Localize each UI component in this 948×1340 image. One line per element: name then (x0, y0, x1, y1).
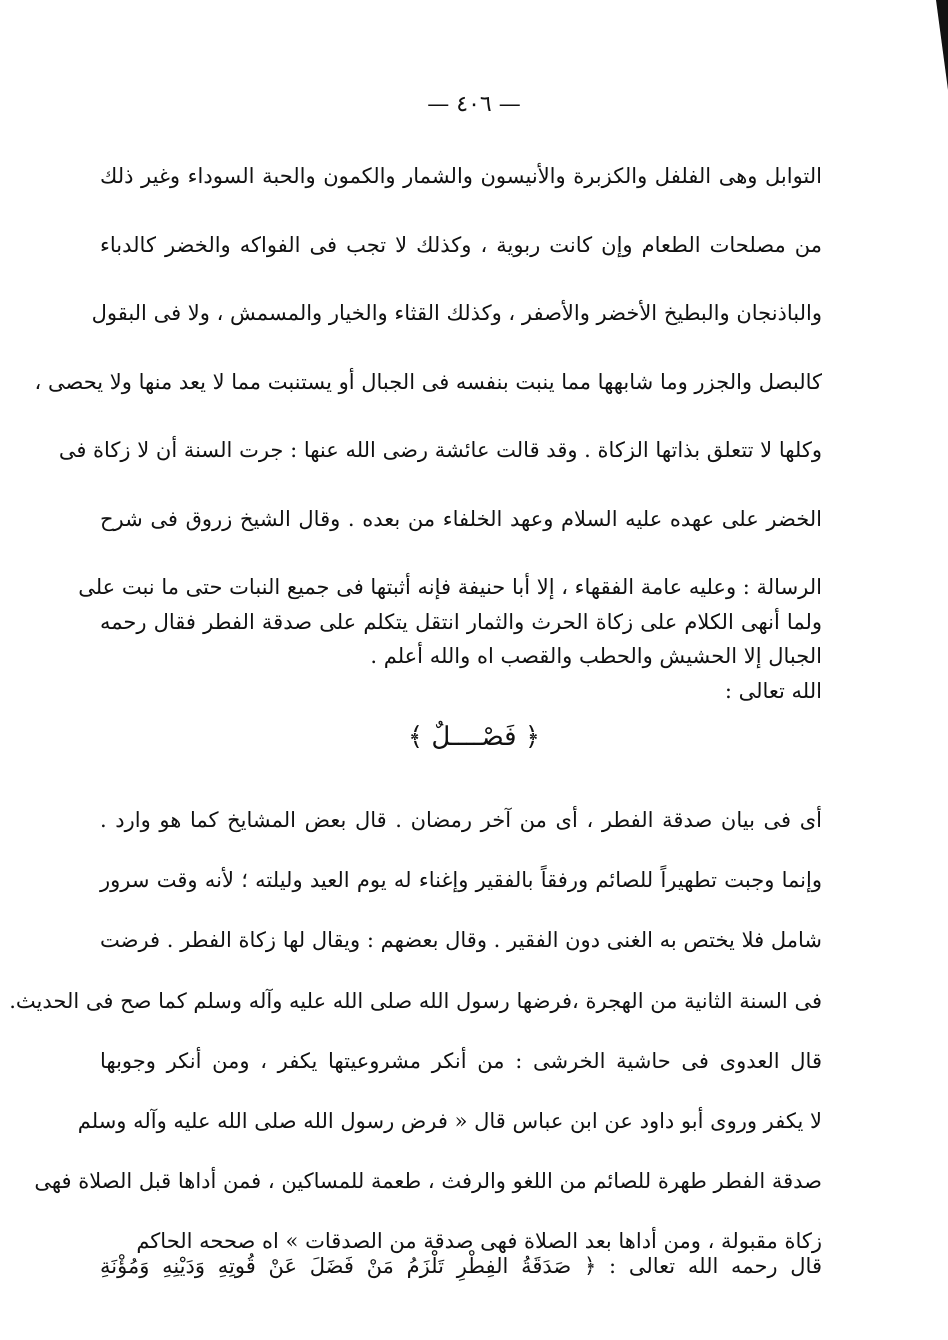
page-number: — ٤٠٦ — (427, 92, 521, 117)
text-line: فى السنة الثانية من الهجرة ،فرضها رسول الله صلى الله عليه وآله وسلم كما صح فى الحديث. (9, 988, 822, 1013)
text-line: أى فى بيان صدقة الفطر ، أى من آخر رمضان . قال بعض المشايخ كما هو وارد . (100, 808, 822, 832)
text-line: ولما أنهى الكلام على زكاة الحرث والثمار انتقل يتكلم على صدقة الفطر فقال رحمه (100, 610, 822, 634)
text-line: الرسالة : وعليه عامة الفقهاء ، إلا أبا حنيفة فإنه أثبتها فى جميع النبات حتى ما نبت على (78, 575, 822, 599)
text-line: الجبال إلا الحشيش والحطب والقصب اه والله أعلم . (370, 643, 822, 668)
text-line: صدقة الفطر طهرة للصائم من اللغو والرفث ، طعمة للمساكين ، فمن أداها قبل الصلاة فهى (34, 1169, 822, 1194)
section-heading: ﴿ فَصْــــلٌ ﴾ (407, 722, 541, 752)
text-line: كالبصل والجزر وما شابهها مما ينبت بنفسه فى الجبال أو يستنبت مما لا يعد منها ولا يحصى ، (34, 369, 822, 394)
text-line: زكاة مقبولة ، ومن أداها بعد الصلاة فهى صدقة من الصدقات » اه صححه الحاكم (136, 1229, 822, 1254)
page-edge-mark (936, 0, 948, 90)
text-line: من مصلحات الطعام وإن كانت ربوية ، وكذلك لا تجب فى الفواكه والخضر كالدباء (100, 232, 822, 257)
text-line: والباذنجان والبطيخ الأخضر والأصفر ، وكذلك القثاء والخيار والمسمش ، ولا فى البقول (91, 301, 822, 325)
text-line: وكلها لا تتعلق بذاتها الزكاة . وقد قالت عائشة رضى الله عنها : جرت السنة أن لا زكاة فى (58, 438, 822, 462)
text-line: التوابل وهى الفلفل والكزبرة والأنيسون والشمار والكمون والحبة السوداء وغير ذلك (100, 164, 822, 188)
text-line: قال رحمه الله تعالى : ﴿ صَدَقَةُ الفِطْرِ تَلْزَمُ مَنْ فَضَلَ عَنْ قُوتِهِ وَدَيْنِهِ وَمُؤْنَةِ (100, 1254, 822, 1278)
text-line: شامل فلا يختص به الغنى دون الفقير . وقال بعضهم : ويقال لها زكاة الفطر . فرضت (100, 928, 822, 953)
paragraph-sadaqat-al-fitr (9, 790, 822, 1272)
text-line: الخضر على عهده عليه السلام وعهد الخلفاء من بعده . وقال الشيخ زروق فى شرح (100, 506, 822, 531)
text-line: وإنما وجبت تطهيراً للصائم ورفقاً بالفقير وإغناء له يوم العيد وليلته ؛ لأنه وقت سرور (100, 868, 822, 893)
text-line: قال العدوى فى حاشية الخرشى : من أنكر مشروعيتها يكفر ، ومن أنكر وجوبها (100, 1048, 822, 1073)
text-line: لا يكفر وروى أبو داود عن ابن عباس قال « فرض رسول الله صلى الله عليه وآله وسلم (77, 1108, 822, 1133)
paragraph-transition (100, 588, 822, 725)
paragraph-matn-quote (100, 1232, 822, 1301)
text-line: الله تعالى : (724, 678, 822, 703)
